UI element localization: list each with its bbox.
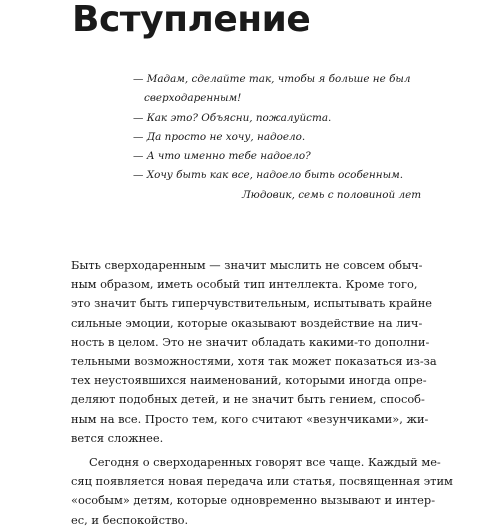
text-line: сильные эмоции, которые оказывают воздействие на лич-: [71, 315, 423, 330]
chapter-title: Вступление: [72, 0, 311, 40]
text-line: сяц появляется новая передача или статья, посвященная этим: [71, 474, 453, 489]
text-line: Быть сверходаренным — значит мыслить не совсем обыч-: [71, 258, 423, 272]
text-line: «особым» детям, которые одновременно вызывают и интер-: [71, 493, 436, 508]
text-line: тельными возможностями, хотя так может показаться из-за: [71, 354, 437, 369]
text-line: ность в целом. Это не значит обладать какими-то дополни-: [71, 334, 430, 349]
epigraph-line: — Хочу быть как все, надоело быть особенным.: [133, 169, 403, 182]
epigraph-line: — Мадам, сделайте так, чтобы я больше не был: [133, 73, 411, 85]
epigraph: [133, 70, 433, 205]
text-line: это значит быть гиперчувствительным, испытывать крайне: [71, 296, 433, 311]
paragraph-2: [71, 453, 453, 530]
text-line: ным на все. Просто тем, кого считают «везунчиками», жи-: [71, 411, 429, 426]
body-text: [71, 256, 453, 530]
text-line: деляют подобных детей, и не значит быть гением, способ-: [71, 392, 425, 407]
text-line: ным образом, иметь особый тип интеллекта. Кроме того,: [71, 277, 418, 292]
paragraph-1: [71, 256, 443, 448]
text-line: вется сложнее.: [71, 430, 164, 445]
epigraph-line: — Как это? Объясни, пожалуйста.: [133, 111, 332, 124]
epigraph-line: сверходаренным!: [144, 92, 242, 105]
text-line: Сегодня о сверходаренных говорят все чаще. Каждый ме-: [89, 455, 441, 470]
epigraph-attribution: Людовик, семь с половиной лет: [242, 188, 422, 201]
epigraph-line: — Да просто не хочу, надоело.: [133, 130, 306, 143]
text-line: ес, и беспокойство.: [71, 512, 189, 527]
epigraph-line: — А что именно тебе надоело?: [133, 150, 311, 163]
text-line: тех неустоявшихся наименований, которыми иногда опре-: [71, 373, 427, 388]
